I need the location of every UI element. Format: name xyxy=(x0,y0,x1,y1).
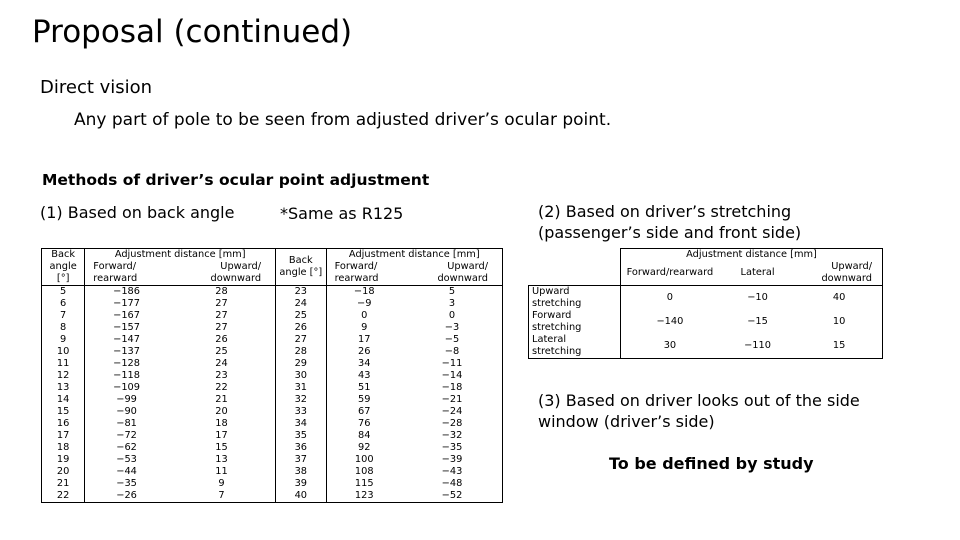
table-row xyxy=(42,430,503,442)
table-row xyxy=(42,370,503,382)
forward-rearward-cell: −62 xyxy=(116,442,137,453)
forward-rearward-cell: −109 xyxy=(113,382,141,393)
upward-downward-cell: 15 xyxy=(168,442,276,454)
forward-rearward-cell: −167 xyxy=(113,310,141,321)
forward-rearward-cell: −157 xyxy=(113,322,141,333)
upward-downward-cell: 7 xyxy=(168,490,276,503)
table-row xyxy=(42,454,503,466)
table-row xyxy=(42,406,503,418)
table-row xyxy=(42,394,503,406)
direct-vision-text: Any part of pole to be seen from adjusted driver’s ocular point. xyxy=(74,110,612,130)
forward-rearward-cell: 30 xyxy=(621,334,719,359)
upward-downward-cell: −11 xyxy=(402,358,503,370)
forward-rearward-cell: 84 xyxy=(358,430,371,441)
forward-rearward-cell: −128 xyxy=(113,358,141,369)
upward-downward-cell: 27 xyxy=(168,322,276,334)
forward-rearward-cell: −137 xyxy=(113,346,141,357)
adjustment-header: Adjustment distance [mm] xyxy=(621,249,883,262)
row-label-line2: stretching xyxy=(532,298,582,309)
forward-header-right-2: rearward xyxy=(334,273,379,284)
back-angle-header-left: Back angle [°] xyxy=(42,249,85,286)
adjustment-header-left: Adjustment distance [mm] xyxy=(85,249,276,262)
upward-downward-cell: −21 xyxy=(402,394,503,406)
upward-downward-cell: −24 xyxy=(402,406,503,418)
upward-downward-cell: 26 xyxy=(168,334,276,346)
table-row xyxy=(529,286,883,311)
upward-downward-cell: −28 xyxy=(402,418,503,430)
stretching-corner-2 xyxy=(529,261,621,286)
back-angle-cell: 23 xyxy=(276,286,327,299)
upward-downward-cell: −18 xyxy=(402,382,503,394)
back-angle-cell: 8 xyxy=(42,322,85,334)
back-angle-table xyxy=(41,248,503,503)
stretching-table xyxy=(528,248,883,359)
method-3-label: (3) Based on driver looks out of the side window (driver’s side) xyxy=(538,391,860,431)
back-angle-cell: 10 xyxy=(42,346,85,358)
back-angle-cell: 35 xyxy=(276,430,327,442)
table-row xyxy=(529,310,883,334)
upward-downward-cell: 23 xyxy=(168,370,276,382)
lateral-cell: −110 xyxy=(719,334,796,359)
row-label-line1: Lateral xyxy=(532,334,567,345)
back-angle-cell: 7 xyxy=(42,310,85,322)
row-label-line1: Forward xyxy=(532,310,572,321)
row-label-line1: Upward xyxy=(532,286,570,297)
row-label-line2: stretching xyxy=(532,322,582,333)
upward-downward-cell: 20 xyxy=(168,406,276,418)
forward-rearward-cell: −147 xyxy=(113,334,141,345)
table-row xyxy=(42,298,503,310)
upward-downward-cell: −3 xyxy=(402,322,503,334)
upward-downward-cell: −39 xyxy=(402,454,503,466)
direct-vision-heading: Direct vision xyxy=(40,77,153,98)
back-angle-cell: 19 xyxy=(42,454,85,466)
upward-downward-cell: 9 xyxy=(168,478,276,490)
upward-downward-cell: 40 xyxy=(796,286,882,311)
back-angle-cell: 9 xyxy=(42,334,85,346)
upward-downward-cell: −5 xyxy=(402,334,503,346)
back-angle-cell: 18 xyxy=(42,442,85,454)
table-row xyxy=(42,382,503,394)
forward-rearward-cell: −35 xyxy=(116,478,137,489)
forward-rearward-cell: 92 xyxy=(358,442,371,453)
upward-header-left: Upward/ xyxy=(168,261,276,273)
forward-rearward-cell: 123 xyxy=(326,490,402,503)
upward-downward-cell: 27 xyxy=(168,298,276,310)
forward-rearward-cell: 115 xyxy=(354,478,374,489)
back-angle-cell: 11 xyxy=(42,358,85,370)
forward-rearward-cell: 9 xyxy=(361,322,368,333)
back-angle-cell: 30 xyxy=(276,370,327,382)
forward-header-left-2: rearward xyxy=(93,273,138,284)
back-angle-cell: 21 xyxy=(42,478,85,490)
upward-downward-cell: −52 xyxy=(402,490,503,503)
forward-rearward-cell: 0 xyxy=(361,310,368,321)
methods-heading: Methods of driver’s ocular point adjustment xyxy=(42,171,430,189)
back-angle-cell: 34 xyxy=(276,418,327,430)
table-row xyxy=(42,466,503,478)
back-angle-cell: 13 xyxy=(42,382,85,394)
upward-downward-cell: 25 xyxy=(168,346,276,358)
back-angle-cell: 20 xyxy=(42,466,85,478)
forward-rearward-cell: −81 xyxy=(116,418,137,429)
forward-rearward-header: Forward/rearward xyxy=(621,261,719,286)
forward-header-left: Forward/ xyxy=(93,261,136,272)
forward-header-right: Forward/ xyxy=(334,261,378,272)
forward-rearward-cell: 51 xyxy=(358,382,371,393)
back-angle-cell: 27 xyxy=(276,334,327,346)
upward-downward-cell: −35 xyxy=(402,442,503,454)
method-2-label: (2) Based on driver’s stretching (passenger’s side and front side) xyxy=(538,202,802,242)
forward-rearward-cell: 26 xyxy=(358,346,371,357)
forward-rearward-cell: −118 xyxy=(113,370,141,381)
back-angle-cell: 24 xyxy=(276,298,327,310)
forward-rearward-cell: −186 xyxy=(85,286,168,299)
back-angle-cell: 5 xyxy=(42,286,85,299)
upward-downward-cell: 18 xyxy=(168,418,276,430)
back-angle-cell: 17 xyxy=(42,430,85,442)
upward-downward-cell: 10 xyxy=(796,310,882,334)
forward-rearward-cell: −99 xyxy=(116,394,137,405)
method-3-note: To be defined by study xyxy=(609,454,814,473)
upward-downward-cell: 11 xyxy=(168,466,276,478)
forward-rearward-cell: −90 xyxy=(116,406,137,417)
upward-downward-cell: 28 xyxy=(168,286,276,299)
back-angle-cell: 38 xyxy=(276,466,327,478)
upward-downward-cell: −8 xyxy=(402,346,503,358)
upward-header-left-2: downward xyxy=(168,273,276,286)
upward-downward-cell: −14 xyxy=(402,370,503,382)
upward-downward-cell: 5 xyxy=(402,286,503,299)
back-angle-cell: 15 xyxy=(42,406,85,418)
upward-downward-cell: 13 xyxy=(168,454,276,466)
upward-downward-cell: 17 xyxy=(168,430,276,442)
forward-rearward-cell: 17 xyxy=(358,334,371,345)
back-angle-cell: 22 xyxy=(42,490,85,503)
forward-rearward-cell: 67 xyxy=(358,406,371,417)
forward-rearward-cell: 100 xyxy=(354,454,374,465)
forward-rearward-cell: −177 xyxy=(113,298,141,309)
back-angle-header-right: Back angle [°] xyxy=(276,249,327,286)
upward-downward-header-l2: downward xyxy=(821,273,872,284)
back-angle-cell: 16 xyxy=(42,418,85,430)
row-label xyxy=(529,310,621,334)
lateral-cell: −15 xyxy=(747,316,768,327)
forward-rearward-cell: 59 xyxy=(358,394,371,405)
upward-downward-cell: 22 xyxy=(168,382,276,394)
forward-rearward-cell: −9 xyxy=(357,298,372,309)
table-row xyxy=(42,346,503,358)
table-row xyxy=(42,310,503,322)
lateral-header: Lateral xyxy=(719,261,796,286)
stretching-corner xyxy=(529,249,621,262)
back-angle-cell: 40 xyxy=(276,490,327,503)
table-row xyxy=(42,418,503,430)
back-angle-cell: 33 xyxy=(276,406,327,418)
method-1-label: (1) Based on back angle xyxy=(40,203,235,222)
forward-rearward-cell: −53 xyxy=(116,454,137,465)
back-angle-cell: 37 xyxy=(276,454,327,466)
table-row xyxy=(42,478,503,490)
back-angle-cell: 36 xyxy=(276,442,327,454)
upward-downward-cell: 3 xyxy=(402,298,503,310)
back-angle-cell: 39 xyxy=(276,478,327,490)
lateral-cell: −10 xyxy=(747,292,768,303)
back-angle-cell: 28 xyxy=(276,346,327,358)
method-1-note: *Same as R125 xyxy=(280,204,404,223)
upward-downward-header-l1: Upward/ xyxy=(831,261,872,272)
upward-downward-cell: 24 xyxy=(168,358,276,370)
upward-downward-cell: 21 xyxy=(168,394,276,406)
forward-rearward-cell: 108 xyxy=(354,466,374,477)
back-angle-cell: 14 xyxy=(42,394,85,406)
table-row xyxy=(42,490,503,503)
upward-downward-cell: 27 xyxy=(168,310,276,322)
back-angle-cell: 12 xyxy=(42,370,85,382)
upward-downward-cell: −32 xyxy=(402,430,503,442)
table-row xyxy=(42,334,503,346)
upward-header-right: Upward/ xyxy=(402,261,503,273)
row-label xyxy=(529,286,621,311)
upward-downward-cell: −48 xyxy=(402,478,503,490)
forward-rearward-cell: 43 xyxy=(358,370,371,381)
back-angle-cell: 31 xyxy=(276,382,327,394)
back-angle-cell: 26 xyxy=(276,322,327,334)
back-angle-cell: 29 xyxy=(276,358,327,370)
upward-downward-cell: −43 xyxy=(402,466,503,478)
row-label xyxy=(529,334,621,359)
row-label-line2: stretching xyxy=(532,346,582,357)
forward-rearward-cell: 76 xyxy=(358,418,371,429)
table-row xyxy=(42,322,503,334)
forward-rearward-cell: −140 xyxy=(656,316,684,327)
table-row xyxy=(529,334,883,359)
upward-downward-cell: 0 xyxy=(402,310,503,322)
back-angle-cell: 32 xyxy=(276,394,327,406)
table-row xyxy=(42,286,503,299)
forward-rearward-cell: 0 xyxy=(666,292,674,303)
upward-header-right-2: downward xyxy=(402,273,503,286)
table-row xyxy=(42,358,503,370)
forward-rearward-cell: −44 xyxy=(116,466,137,477)
back-angle-cell: 25 xyxy=(276,310,327,322)
upward-downward-cell: 15 xyxy=(796,334,882,359)
upward-downward-header xyxy=(796,261,882,286)
adjustment-header-right: Adjustment distance [mm] xyxy=(326,249,502,262)
forward-rearward-cell: −72 xyxy=(116,430,137,441)
back-angle-cell: 6 xyxy=(42,298,85,310)
page-title: Proposal (continued) xyxy=(32,14,353,50)
table-row xyxy=(42,442,503,454)
forward-rearward-cell: −26 xyxy=(85,490,168,503)
forward-rearward-cell: −18 xyxy=(326,286,402,299)
forward-rearward-cell: 34 xyxy=(358,358,371,369)
